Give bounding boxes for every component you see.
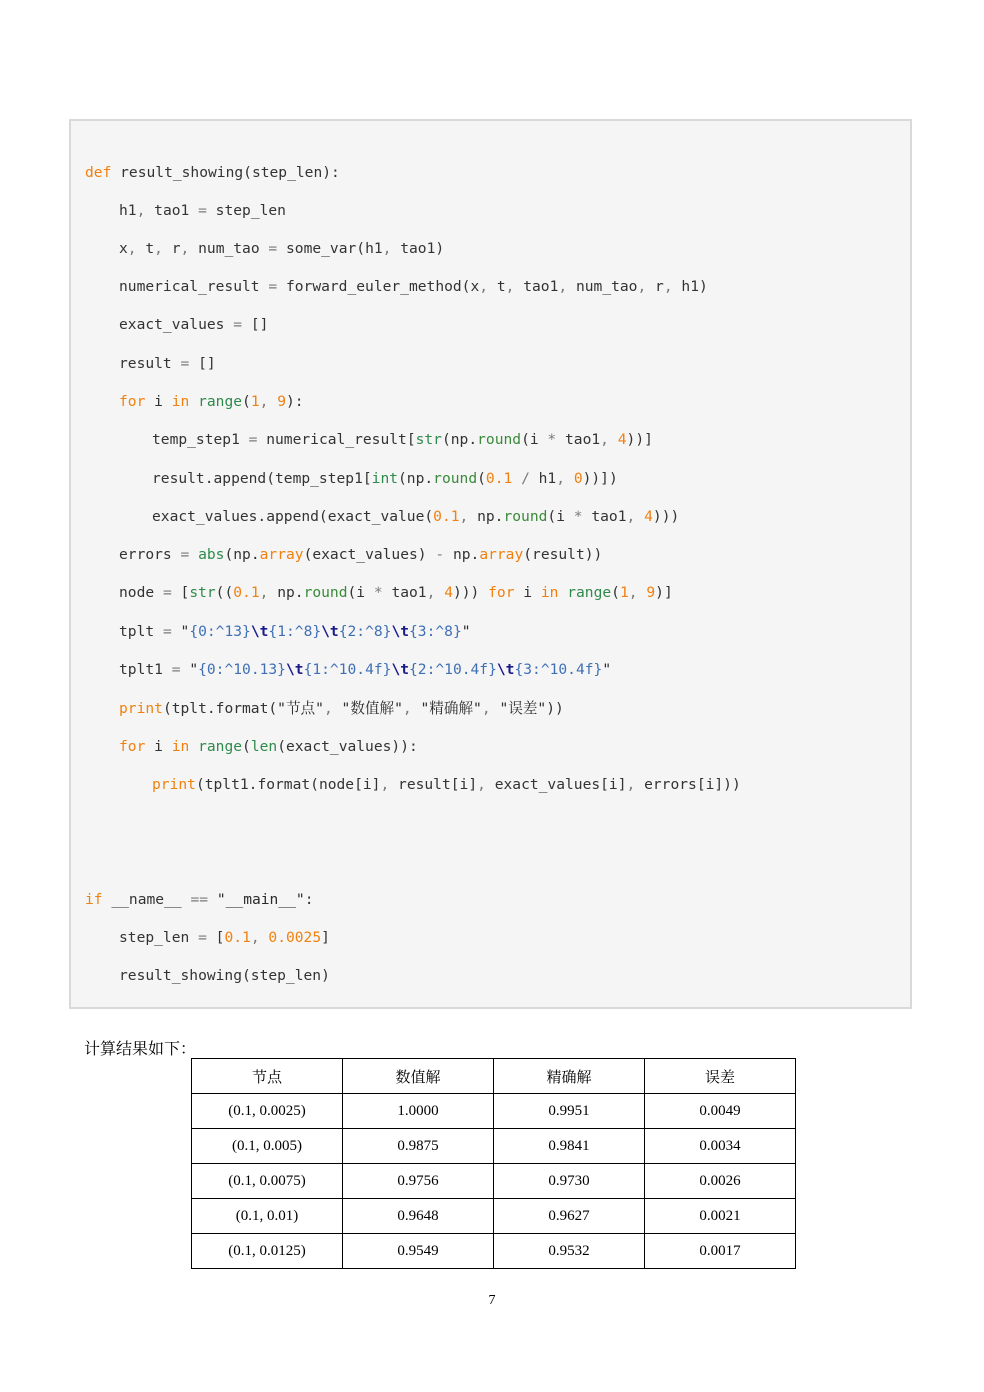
results-table xyxy=(191,1058,796,1269)
cell-numerical: 0.9648 xyxy=(343,1199,494,1234)
code-line: if __name__ == "__main__": xyxy=(85,891,314,908)
cell-error: 0.0026 xyxy=(645,1164,796,1199)
table-row xyxy=(192,1129,796,1164)
header-numerical: 数值解 xyxy=(343,1059,494,1094)
code-line: h1, tao1 = step_len xyxy=(119,202,286,219)
code-line: tplt1 = "{0:^10.13}\t{1:^10.4f}\t{2:^10.4f}\t{3:^10.4f}" xyxy=(119,661,612,678)
page-number: 7 xyxy=(488,1293,496,1308)
code-line: result_showing(step_len) xyxy=(119,967,330,984)
code-line: exact_values.append(exact_value(0.1, np.round(i * tao1, 4))) xyxy=(152,508,680,525)
cell-node: (0.1, 0.0125) xyxy=(192,1234,343,1269)
cell-exact: 0.9532 xyxy=(494,1234,645,1269)
table-row xyxy=(192,1199,796,1234)
code-line: temp_step1 = numerical_result[str(np.round(i * tao1, 4))] xyxy=(152,431,653,448)
table-row xyxy=(192,1164,796,1199)
code-line: x, t, r, num_tao = some_var(h1, tao1) xyxy=(119,240,445,257)
cell-node: (0.1, 0.01) xyxy=(192,1199,343,1234)
cell-node: (0.1, 0.0025) xyxy=(192,1094,343,1129)
code-line: tplt = "{0:^13}\t{1:^8}\t{2:^8}\t{3:^8}" xyxy=(119,623,471,640)
code-line: print(tplt1.format(node[i], result[i], exact_values[i], errors[i])) xyxy=(152,776,741,793)
code-line: result.append(temp_step1[int(np.round(0.1 / h1, 0))]) xyxy=(152,470,618,487)
code-block xyxy=(69,119,912,1009)
code-line: numerical_result = forward_euler_method(x, t, tao1, num_tao, r, h1) xyxy=(119,278,708,295)
code-line: node = [str((0.1, np.round(i * tao1, 4))) for i in range(1, 9)] xyxy=(119,584,673,601)
cell-error: 0.0017 xyxy=(645,1234,796,1269)
code-line: exact_values = [] xyxy=(119,316,269,333)
code-line: errors = abs(np.array(exact_values) - np.array(result)) xyxy=(119,546,603,563)
code-line: for i in range(len(exact_values)): xyxy=(119,738,418,755)
cell-exact: 0.9841 xyxy=(494,1129,645,1164)
cell-exact: 0.9730 xyxy=(494,1164,645,1199)
table-row xyxy=(192,1094,796,1129)
header-exact: 精确解 xyxy=(494,1059,645,1094)
cell-exact: 0.9951 xyxy=(494,1094,645,1129)
cell-error: 0.0049 xyxy=(645,1094,796,1129)
code-line: for i in range(1, 9): xyxy=(119,393,304,410)
cell-numerical: 0.9756 xyxy=(343,1164,494,1199)
header-error: 误差 xyxy=(645,1059,796,1094)
cell-numerical: 1.0000 xyxy=(343,1094,494,1129)
results-caption: 计算结果如下： xyxy=(84,1039,197,1058)
header-node: 节点 xyxy=(192,1059,343,1094)
code-line: print(tplt.format("节点", "数值解", "精确解", "误差")) xyxy=(119,700,564,717)
table-row xyxy=(192,1234,796,1269)
cell-error: 0.0034 xyxy=(645,1129,796,1164)
code-line: result = [] xyxy=(119,355,216,372)
cell-node: (0.1, 0.0075) xyxy=(192,1164,343,1199)
code-line: def result_showing(step_len): xyxy=(85,164,340,181)
cell-numerical: 0.9875 xyxy=(343,1129,494,1164)
cell-error: 0.0021 xyxy=(645,1199,796,1234)
cell-exact: 0.9627 xyxy=(494,1199,645,1234)
code-line: step_len = [0.1, 0.0025] xyxy=(119,929,330,946)
cell-numerical: 0.9549 xyxy=(343,1234,494,1269)
table-header-row xyxy=(192,1059,796,1094)
cell-node: (0.1, 0.005) xyxy=(192,1129,343,1164)
